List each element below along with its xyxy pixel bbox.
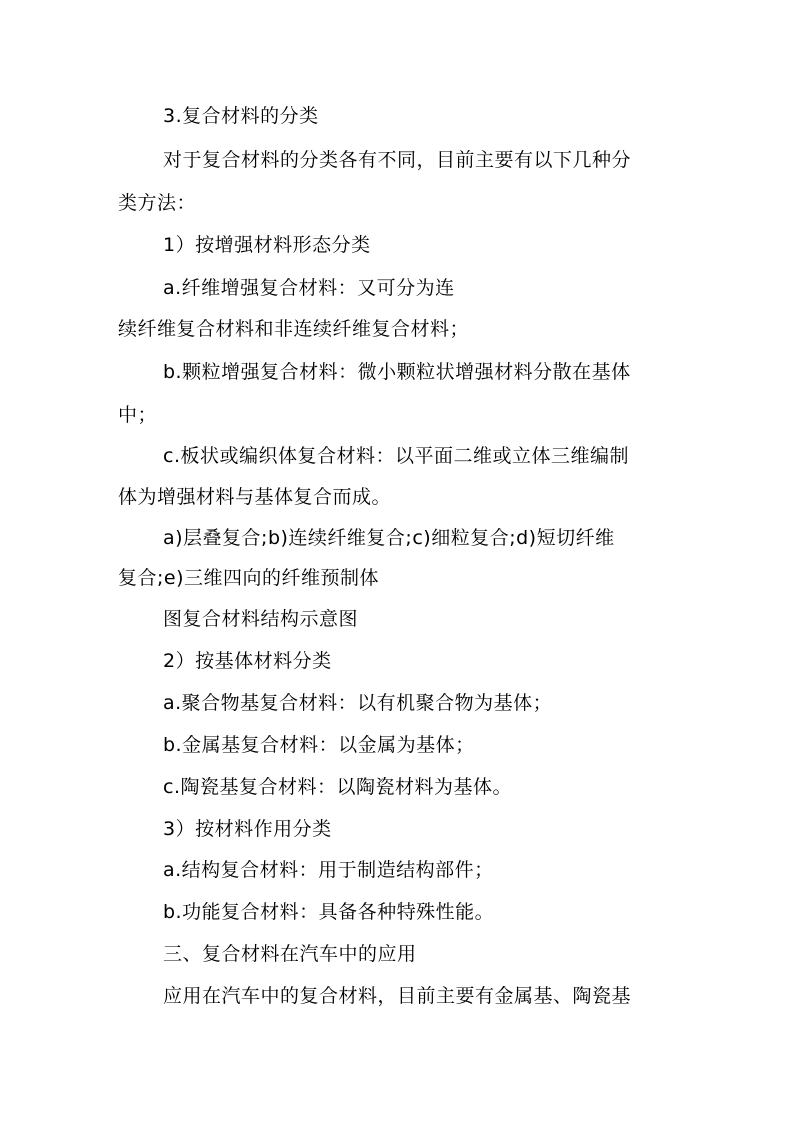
- list-item: a.聚合物基复合材料：以有机聚合物为基体；: [163, 692, 553, 714]
- section-heading-automotive: 三、复合材料在汽车中的应用: [163, 943, 417, 965]
- paragraph-line: 体为增强材料与基体复合而成。: [118, 486, 392, 508]
- paragraph-line: 应用在汽车中的复合材料，目前主要有金属基、陶瓷基: [163, 985, 632, 1007]
- figure-caption-line: 复合;e)三维四向的纤维预制体: [118, 567, 380, 589]
- paragraph-line: 对于复合材料的分类各有不同，目前主要有以下几种分: [163, 149, 632, 171]
- list-item: c.板状或编织体复合材料：以平面二维或立体三维编制: [163, 445, 629, 467]
- list-item: a.结构复合材料：用于制造结构部件；: [163, 859, 494, 881]
- section-heading-classification: 3.复合材料的分类: [163, 105, 319, 127]
- list-item: b.功能复合材料：具备各种特殊性能。: [163, 901, 495, 923]
- subheading-reinforcement-form: 1）按增强材料形态分类: [163, 234, 371, 256]
- list-item: b.颗粒增强复合材料：微小颗粒状增强材料分散在基体: [163, 361, 631, 383]
- paragraph-line: 中；: [118, 404, 158, 426]
- list-item: c.陶瓷基复合材料：以陶瓷材料为基体。: [163, 776, 512, 798]
- list-item: a.纤维增强复合材料：又可分为连: [163, 277, 455, 299]
- subheading-material-function: 3）按材料作用分类: [163, 818, 332, 840]
- paragraph-line: 类方法：: [118, 192, 197, 214]
- subheading-matrix-material: 2）按基体材料分类: [163, 650, 332, 672]
- list-item: b.金属基复合材料：以金属为基体；: [163, 734, 475, 756]
- paragraph-line: 续纤维复合材料和非连续纤维复合材料；: [118, 318, 470, 340]
- figure-title: 图复合材料结构示意图: [163, 608, 359, 630]
- figure-caption-line: a)层叠复合;b)连续纤维复合;c)细粒复合;d)短切纤维: [163, 527, 615, 549]
